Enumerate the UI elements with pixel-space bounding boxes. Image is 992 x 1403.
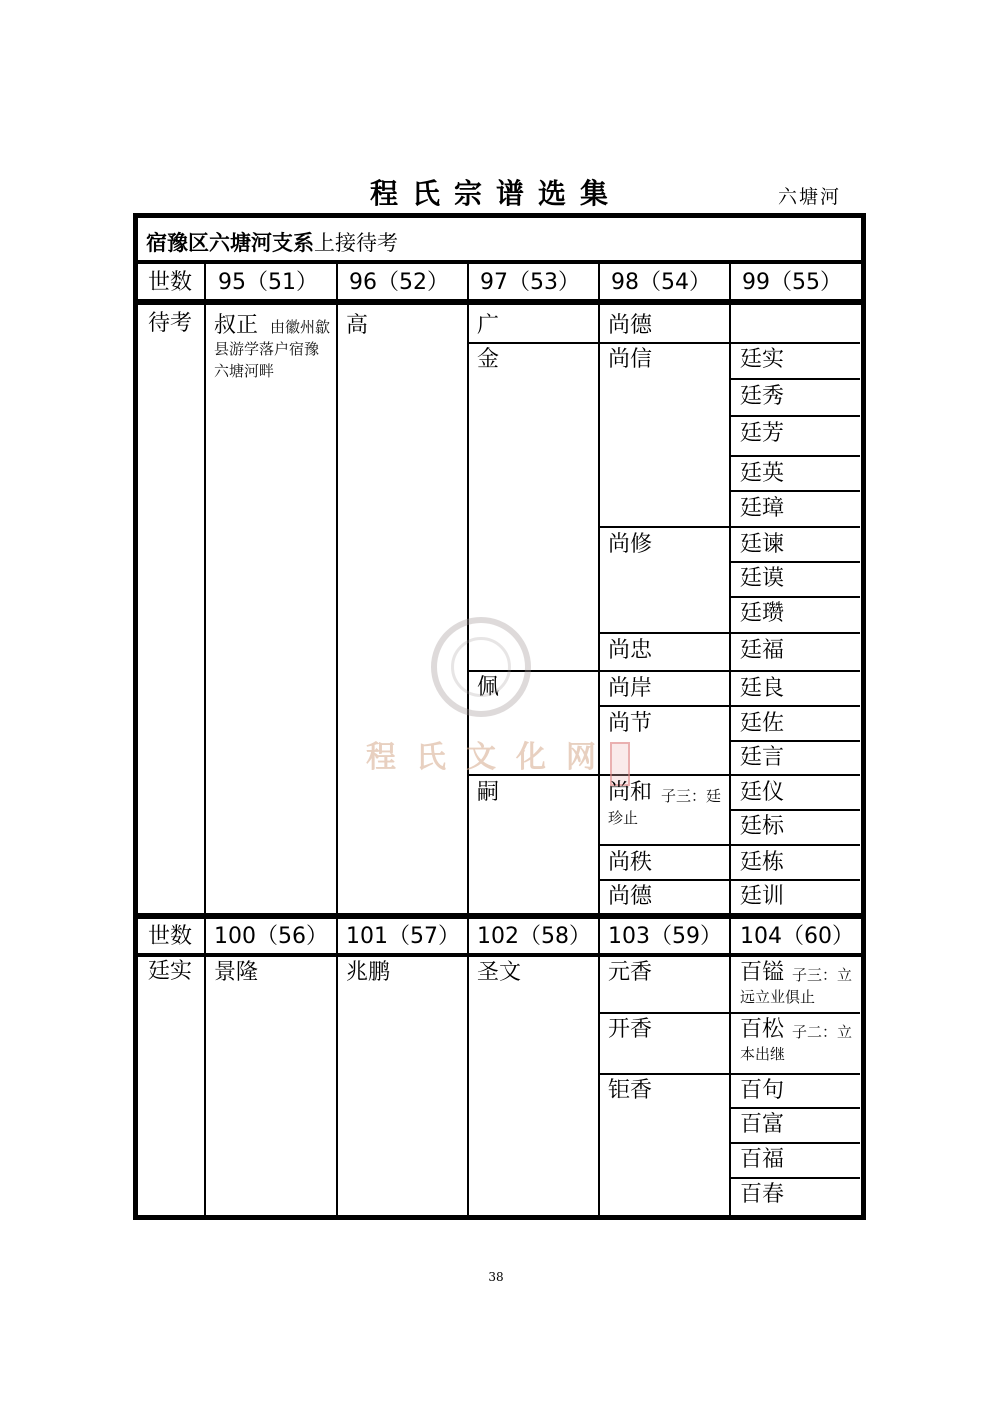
person-name: 佩 xyxy=(477,675,500,700)
table-rule xyxy=(730,596,860,598)
person-name: 百松 xyxy=(740,1017,785,1042)
person-name: 景隆 xyxy=(214,960,259,985)
table-rule xyxy=(730,455,860,457)
table-rule xyxy=(137,913,862,919)
table-rule xyxy=(730,705,860,707)
table-rule xyxy=(730,879,860,881)
table-rule xyxy=(730,561,860,563)
table-rule xyxy=(599,705,731,707)
table-rule xyxy=(204,262,206,915)
person-name: 广 xyxy=(477,313,500,338)
person-name: 廷谏 xyxy=(740,532,785,557)
person-name: 廷谟 xyxy=(740,566,785,591)
person-name: 尚信 xyxy=(608,347,653,372)
person-name: 兆鹏 xyxy=(346,960,391,985)
table-rule xyxy=(137,953,862,957)
table-rule xyxy=(730,490,860,492)
person-name: 尚和 xyxy=(608,780,653,805)
table-rule xyxy=(599,670,731,672)
table-rule xyxy=(137,299,862,305)
table-rule xyxy=(729,262,731,915)
person-name: 廷芳 xyxy=(740,421,785,446)
table-rule xyxy=(599,342,731,344)
person-name: 廷英 xyxy=(740,461,785,486)
person-name: 尚节 xyxy=(608,711,653,736)
person-name: 尚德 xyxy=(608,884,653,909)
document-tag: 六塘河 xyxy=(778,186,842,208)
header-gen-103: 103（59） xyxy=(608,924,722,949)
table-rule xyxy=(730,809,860,811)
person-name: 廷福 xyxy=(740,638,785,663)
header-generation-label: 世数 xyxy=(148,270,193,295)
table-rule xyxy=(730,1177,860,1179)
person-name: 廷瓒 xyxy=(740,601,785,626)
person-name: 圣文 xyxy=(477,960,522,985)
table-rule xyxy=(730,1107,860,1109)
header-generation-label: 世数 xyxy=(148,924,193,949)
person-name: 高 xyxy=(346,313,369,338)
person-name: 开香 xyxy=(608,1017,653,1042)
table-rule xyxy=(730,774,860,776)
person-name: 廷训 xyxy=(740,884,785,909)
person-name: 叔正 xyxy=(214,313,259,338)
person-name: 廷标 xyxy=(740,814,785,839)
person-note: 子二：立本出继 xyxy=(740,1023,853,1063)
branch-title xyxy=(146,228,398,258)
person-note: 子三：廷珍止 xyxy=(608,787,722,827)
person-name: 尚德 xyxy=(608,313,653,338)
table-rule xyxy=(204,916,206,1216)
table-rule xyxy=(730,526,860,528)
table-rule xyxy=(730,1012,860,1014)
table-rule xyxy=(599,844,731,846)
table-rule xyxy=(730,378,860,380)
person-name: 廷秀 xyxy=(740,384,785,409)
person-name: 廷佐 xyxy=(740,711,785,736)
table-rule xyxy=(730,415,860,417)
header-gen-104: 104（60） xyxy=(740,924,854,949)
table-rule xyxy=(598,916,600,1216)
table-rule xyxy=(336,916,338,1216)
branch-name: 宿豫区六塘河支系 xyxy=(146,230,314,255)
header-gen-99: 99（55） xyxy=(742,270,842,295)
table-rule xyxy=(730,670,860,672)
ancestor-cell: 廷实 xyxy=(148,959,193,984)
header-gen-98: 98（54） xyxy=(611,270,711,295)
person-name: 百句 xyxy=(740,1078,785,1103)
person-name: 嗣 xyxy=(477,780,500,805)
ancestor-cell: 待考 xyxy=(148,311,193,336)
person-name: 百富 xyxy=(740,1112,785,1137)
table-rule xyxy=(599,1012,731,1014)
person-name: 百镒 xyxy=(740,960,785,985)
table-rule xyxy=(467,262,469,915)
header-gen-100: 100（56） xyxy=(214,924,328,949)
header-gen-101: 101（57） xyxy=(346,924,460,949)
table-rule xyxy=(730,1142,860,1144)
header-gen-97: 97（53） xyxy=(480,270,580,295)
table-rule xyxy=(468,342,600,344)
person-name: 百春 xyxy=(740,1182,785,1207)
person-name: 廷实 xyxy=(740,347,785,372)
document-title: 程氏宗谱选集 xyxy=(369,177,622,210)
table-rule xyxy=(730,342,860,344)
person-name: 廷仪 xyxy=(740,780,785,805)
person-name: 廷栋 xyxy=(740,850,785,875)
person-name: 金 xyxy=(477,347,500,372)
table-rule xyxy=(137,260,862,264)
table-rule xyxy=(730,1073,860,1075)
person-name: 钜香 xyxy=(608,1078,653,1103)
person-name: 元香 xyxy=(608,960,653,985)
person-note: 子三：立远立业俱止 xyxy=(740,966,853,1006)
table-rule xyxy=(599,632,731,634)
person-name: 尚修 xyxy=(608,532,653,557)
table-rule xyxy=(467,916,469,1216)
watermark-text: 程氏文化网 xyxy=(366,740,616,775)
branch-suffix: 上接待考 xyxy=(314,231,398,255)
person-note: 由徽州歙县游学落户宿豫六塘河畔 xyxy=(214,318,331,380)
table-rule xyxy=(730,844,860,846)
table-rule xyxy=(599,1073,731,1075)
person-name: 廷良 xyxy=(740,676,785,701)
person-name: 廷璋 xyxy=(740,496,785,521)
person-name: 百福 xyxy=(740,1147,785,1172)
table-rule xyxy=(599,879,731,881)
table-rule xyxy=(336,262,338,915)
header-gen-96: 96（52） xyxy=(349,270,449,295)
table-rule xyxy=(730,740,860,742)
person-name: 廷言 xyxy=(740,745,785,770)
page-number: 38 xyxy=(488,1270,504,1284)
header-gen-102: 102（58） xyxy=(477,924,591,949)
person-name: 尚秩 xyxy=(608,850,653,875)
table-rule xyxy=(729,916,731,1216)
table-rule xyxy=(730,632,860,634)
table-rule xyxy=(598,262,600,915)
table-rule xyxy=(599,526,731,528)
person-name: 尚岸 xyxy=(608,676,653,701)
person-name: 尚忠 xyxy=(608,638,653,663)
header-gen-95: 95（51） xyxy=(218,270,318,295)
